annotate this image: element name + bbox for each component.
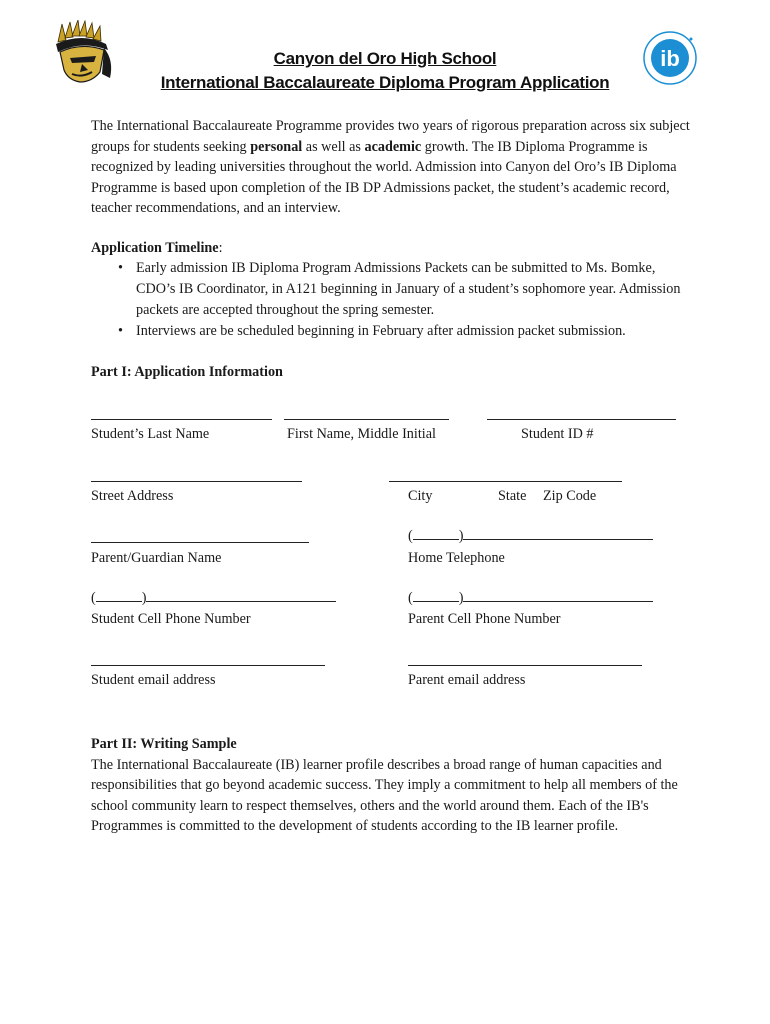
timeline-section	[91, 238, 691, 342]
area-open: (	[408, 528, 413, 544]
home-phone-field[interactable]	[408, 528, 653, 545]
last-name-field[interactable]	[91, 419, 272, 420]
student-cell-label: Student Cell Phone Number	[91, 611, 251, 627]
timeline-heading	[91, 238, 691, 258]
student-email-label: Student email address	[91, 672, 216, 688]
parent-name-label: Parent/Guardian Name	[91, 550, 222, 566]
program-title: International Baccalaureate Diploma Program Application	[160, 73, 610, 92]
parent-email-label: Parent email address	[408, 672, 526, 688]
area-close: )	[458, 590, 464, 606]
number-line[interactable]	[463, 539, 653, 540]
home-phone-label: Home Telephone	[408, 550, 505, 566]
area-code-line[interactable]	[413, 601, 459, 602]
street-address-label: Street Address	[91, 488, 174, 504]
student-email-field[interactable]	[91, 665, 325, 666]
timeline-heading-text: Application Timeline	[91, 240, 219, 256]
last-name-label: Student’s Last Name	[91, 426, 210, 442]
first-name-field[interactable]	[284, 419, 449, 420]
intro-text-2: as well as	[302, 138, 365, 155]
number-line[interactable]	[146, 601, 336, 602]
parent-cell-label: Parent Cell Phone Number	[408, 611, 561, 627]
part2-heading: Part II: Writing Sample	[91, 736, 237, 752]
parent-cell-field[interactable]	[408, 590, 653, 607]
student-id-field[interactable]	[487, 419, 676, 420]
area-open: (	[408, 590, 413, 606]
area-code-line[interactable]	[413, 539, 459, 540]
city-state-zip-field[interactable]	[389, 481, 622, 482]
timeline-item: • Early admission IB Diploma Program Admissions Packets can be submitted to Ms. Bomke, CDO’s IB Coordinator, in A121 beginning in January of a student’s sophomore year. Admission packets are accepted throughout the spring semester.	[136, 258, 691, 321]
parent-email-field[interactable]	[408, 665, 642, 666]
timeline-item: • Interviews are be scheduled beginning in February after admission packet submission.	[136, 321, 691, 342]
first-name-label: First Name, Middle Initial	[287, 426, 436, 442]
ib-logo-text: ib	[660, 46, 680, 71]
timeline-colon: :	[218, 240, 223, 256]
student-cell-field[interactable]	[91, 590, 336, 607]
part2-section	[91, 734, 691, 837]
zip-label: Zip Code	[543, 488, 597, 504]
intro-personal: personal	[250, 138, 303, 155]
intro-text-1: The International Baccalaureate Programme provides two years of rigorous preparation across six subject groups for students seeking	[91, 118, 690, 155]
intro-text-3: growth. The IB Diploma Programme is recognized by leading universities throughout the world. Admission into Canyon del Oro’s IB Diploma Programme is based upon completion of the IB DP Admissions packet, the student’s academic record, teacher recommendations, and an interview.	[91, 138, 677, 216]
school-title: Canyon del Oro High School	[273, 49, 497, 68]
parent-name-field[interactable]	[91, 542, 309, 543]
intro-paragraph	[91, 116, 691, 219]
area-code-line[interactable]	[96, 601, 142, 602]
intro-academic: academic	[364, 138, 422, 155]
part2-body: The International Baccalaureate (IB) learner profile describes a broad range of human capacities and responsibilities that go beyond academic success. They imply a commitment to help all members of the school community learn to respect themselves, others and the world around them. Each of the IB's Programmes is committed to the development of students according to the IB learner profile.	[91, 756, 678, 834]
student-id-label: Student ID #	[521, 426, 594, 442]
area-close: )	[458, 528, 464, 544]
number-line[interactable]	[463, 601, 653, 602]
street-address-field[interactable]	[91, 481, 302, 482]
part1-heading: Part I: Application Information	[91, 364, 283, 380]
area-close: )	[141, 590, 147, 606]
state-label: State	[498, 488, 527, 504]
area-open: (	[91, 590, 96, 606]
timeline-list	[91, 258, 691, 342]
city-label: City	[408, 488, 433, 504]
